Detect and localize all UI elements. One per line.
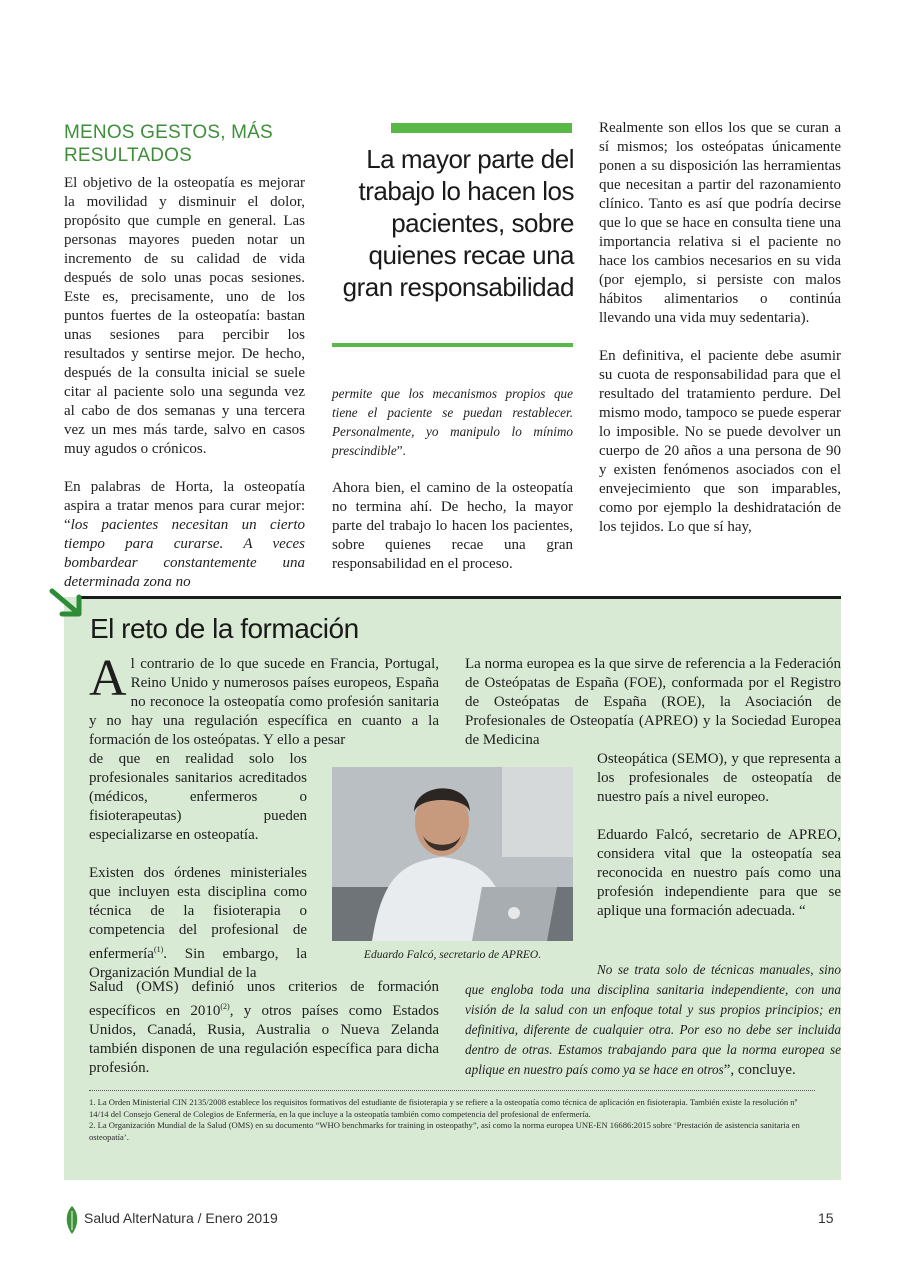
- drop-cap: A: [89, 650, 127, 707]
- paragraph: Osteopática (SEMO), y que representa a los profesionales de osteopatía de nuestro país a nivel europeo.: [597, 751, 841, 805]
- footnote-rule: [89, 1090, 815, 1091]
- page-number: 15: [818, 1210, 834, 1226]
- box-left-text-wide: [89, 978, 439, 1078]
- paragraph: Ahora bien, el camino de la osteopatía no termina ahí. De hecho, la mayor parte del trabajo lo hacen los pacientes, sobre quienes recae una gran responsabilidad en el proceso.: [332, 480, 573, 572]
- box-left-text-narrow: [89, 750, 307, 983]
- footnotes: [89, 1097, 815, 1143]
- paragraph: Realmente son ellos los que se curan a sí mismos; los osteópatas únicamente ponen a su disposición las herramientas que necesitan a partir del razonamiento clínico. Tanto es así que podría decirse que lo que se hace en consulta tiene una importancia relativa si el paciente no hace los cambios necesarios en su vida (por ejemplo, si persiste con malos hábitos alimentarios o continúa llevando una vida muy sedentaria).: [599, 120, 841, 326]
- paragraph: Salud (OMS) definió unos criterios de formación específicos en 2010$^{(2)}$, y otros países como Estados Unidos, Canadá, Rusia, Australia o Nueva Zelanda también disponen de una regulación específica para dicha profesión.: [89, 979, 439, 1076]
- paragraph: permite que los mecanismos propios que tiene el paciente se puedan restablecer. Personalmente, yo manipulo lo mínimo prescindible”.: [332, 386, 573, 458]
- box-right-quote: [465, 960, 841, 1080]
- footnote-2: 2. La Organización Mundial de la Salud (OMS) en su documento “WHO benchmarks for training in osteopathy”, así como la norma europea UNE-EN 16686:2015 sobre ‘Prestación de asistencia sanitaria en osteopatía’.: [89, 1120, 800, 1142]
- portrait-photo: [332, 767, 573, 941]
- paragraph: Al contrario de lo que sucede en Francia, Portugal, Reino Unido y numerosos países europeos, España no reconoce la osteopatía como profesión sanitaria y no hay una regulación específica en cuanto a la formación de los osteópatas. Y ello a pesar: [89, 650, 439, 748]
- box-title: El reto de la formación: [90, 613, 359, 644]
- leaf-logo-icon: [64, 1205, 80, 1235]
- column-2-text: [332, 384, 573, 574]
- paragraph: Eduardo Falcó, secretario de APREO, considera vital que la osteopatía sea reconocida en nuestro país como una profesión independiente para que se aplique una formación adecuada. “: [597, 827, 841, 919]
- column-1-text: [64, 174, 305, 592]
- paragraph: En definitiva, el paciente debe asumir su cuota de responsabilidad para que el resultado del tratamiento perdure. Del mismo modo, tampoco se puede esperar lo imposible. No se puede devolver un cuerpo de 20 años a una persona de 90 y existen fenómenos asociados con el envejecimiento que son imparables, como por ejemplo la deshidratación de los tejidos. Lo que sí hay,: [599, 348, 841, 535]
- pullquote-bottom-bar: [332, 343, 573, 347]
- column-3-text: [599, 119, 841, 537]
- arrow-icon: [48, 585, 88, 621]
- paragraph: de que en realidad solo los profesionales sanitarios acreditados (médicos, enfermeros o fisioterapeutas) pueden especializarse en osteopatía.: [89, 751, 307, 843]
- box-right-text-narrow: [597, 750, 841, 921]
- publication-name: Salud AlterNatura / Enero 2019: [84, 1210, 278, 1226]
- footnote-1: 1. La Orden Ministerial CIN 2135/2008 establece los requisitos formativos del estudiante de fisioterapia y se refiere a la osteopatía como técnica de aplicación en fisioterapia. También existe la resolución nº 14/14 del Consejo General de Colegios de Enfermería, en la que incluye a la osteopatía también como competencia del profesional de enfermería.: [89, 1097, 798, 1119]
- box-right-text: [465, 655, 841, 750]
- paragraph: Existen dos órdenes ministeriales que incluyen esta disciplina como técnica de la fisioterapia o competencia del profesional de enfermería$^{(1)}$. Sin embargo, la Organización Mundial de la: [89, 865, 307, 981]
- photo-caption: Eduardo Falcó, secretario de APREO.: [363, 949, 542, 961]
- box-top-rule: [80, 596, 841, 599]
- paragraph: No se trata solo de técnicas manuales, sino que engloba toda una disciplina sanitaria independiente, con una visión de la salud con un enfoque total y sus propios principios; en definitiva, diferente de cualquier otra. Por eso no debe ser incluida dentro de otras. Estamos trabajando para que la norma europea se aplique en nuestro país como ya se hace en otros”, concluye.: [465, 962, 841, 1078]
- paragraph: En palabras de Horta, la osteopatía aspira a tratar menos para curar mejor: “los pacientes necesitan un cierto tiempo para curarse. A veces bombardear constantemente una determinada zona no: [64, 479, 305, 590]
- pull-quote: La mayor parte del trabajo lo hacen los pacientes, sobre quienes recae una gran responsabilidad: [342, 144, 574, 302]
- section-heading: MENOS GESTOS, MÁS RESULTADOS: [64, 122, 273, 166]
- box-left-text: [89, 650, 439, 750]
- pullquote-top-bar: [391, 123, 572, 133]
- paragraph: La norma europea es la que sirve de referencia a la Federación de Osteópatas de España (FOE), conformada por el Registro de Osteópatas de España (ROE), la Asociación de Profesionales de Osteopatía (APREO) y la Sociedad Europea de Medicina: [465, 656, 841, 748]
- paragraph: El objetivo de la osteopatía es mejorar la movilidad y disminuir el dolor, propósito que cumple en general. Las personas mayores pueden notar un incremento de su calidad de vida después de solo unas pocas sesiones. Este es, precisamente, uno de los puntos fuertes de la osteopatía: bastan unas sesiones para percibir los resultados y sentirse mejor. De hecho, después de la consulta inicial se suele citar al paciente solo una segunda vez al cabo de dos semanas y una tercera vez un mes más tarde, salvo en casos muy agudos o crónicos.: [64, 175, 305, 457]
